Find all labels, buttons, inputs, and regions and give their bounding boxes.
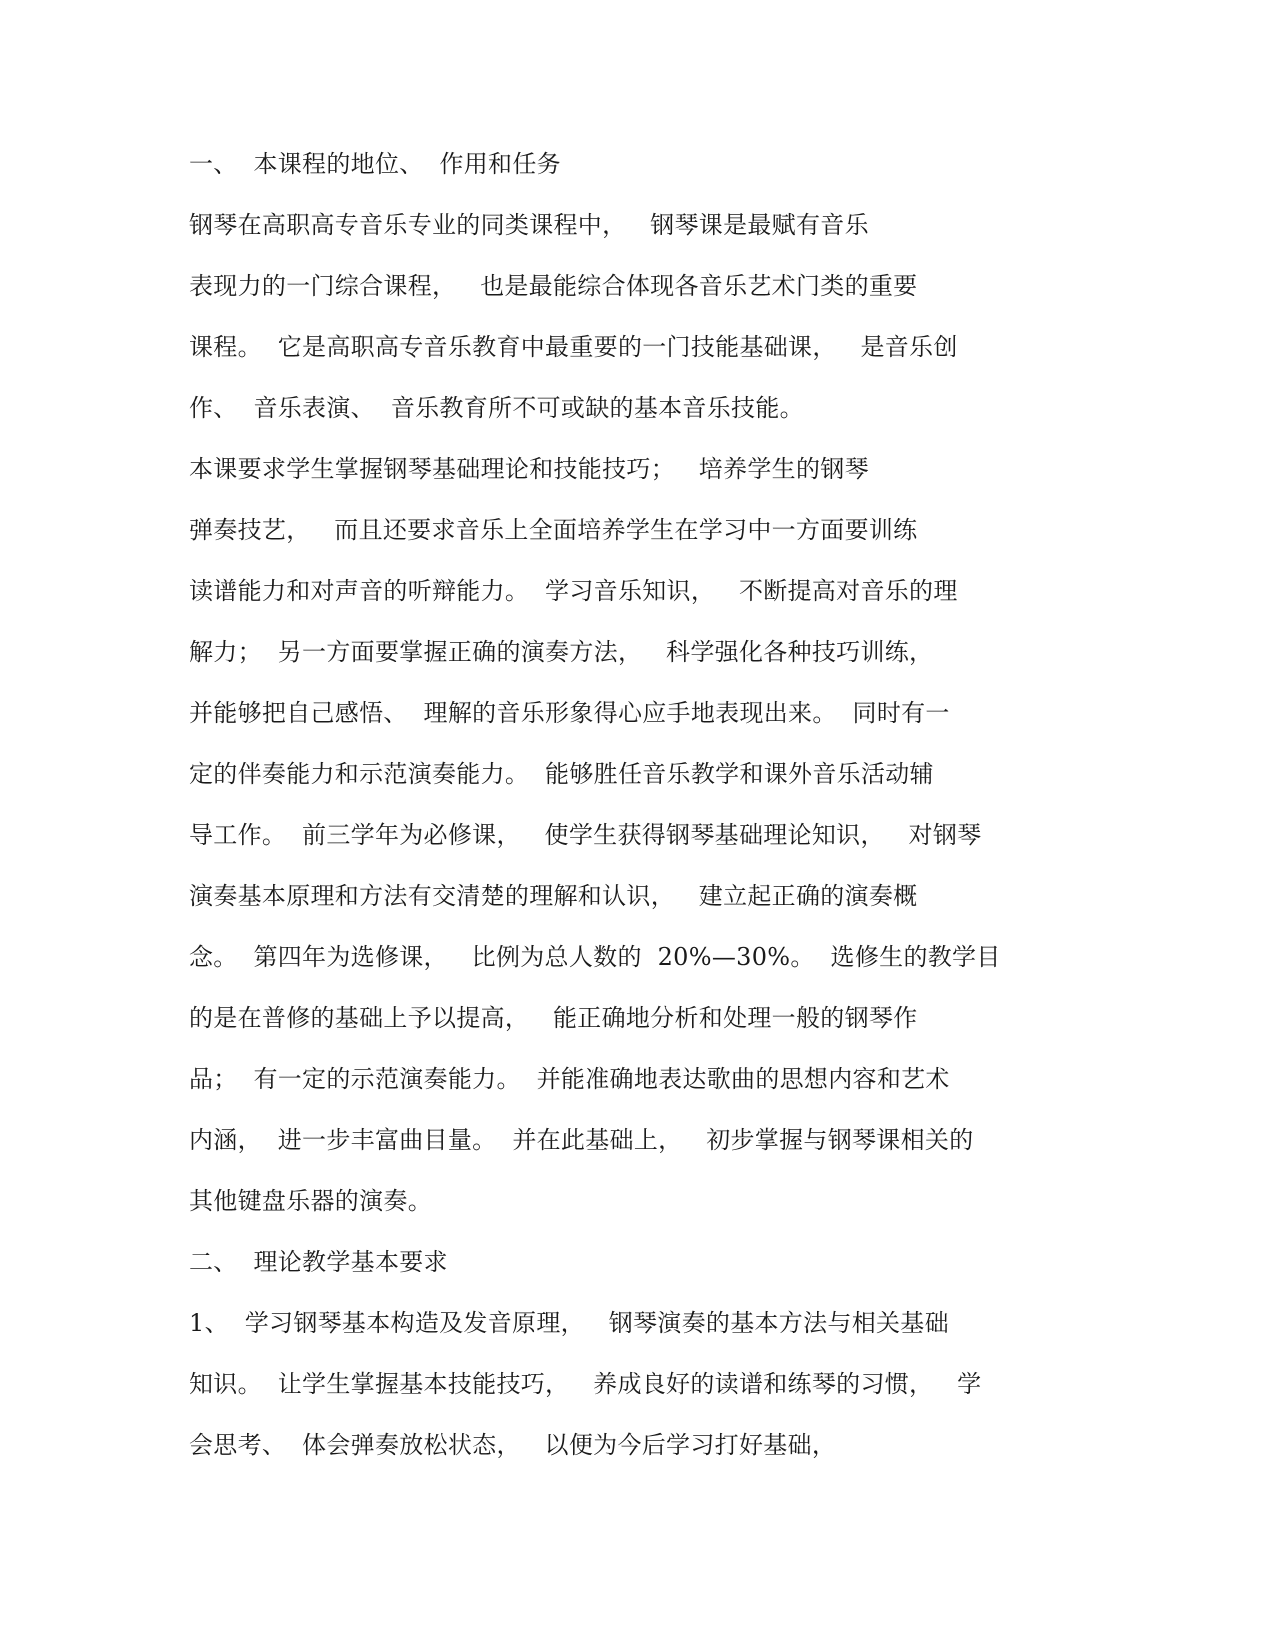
paragraph-line: 表现力的一门综合课程， 也是最能综合体现各音乐艺术门类的重要 [189, 272, 918, 300]
section-heading-1: 一、 本课程的地位、 作用和任务 [189, 150, 561, 178]
paragraph-line: 作、 音乐表演、 音乐教育所不可或缺的基本音乐技能。 [189, 394, 804, 422]
paragraph-line: 钢琴在高职高专音乐专业的同类课程中， 钢琴课是最赋有音乐 [189, 211, 869, 239]
paragraph-line: 课程。 它是高职高专音乐教育中最重要的一门技能基础课， 是音乐创 [189, 333, 958, 361]
paragraph-line: 品； 有一定的示范演奏能力。 并能准确地表达歌曲的思想内容和艺术 [189, 1065, 950, 1093]
paragraph-line: 解力； 另一方面要掌握正确的演奏方法， 科学强化各种技巧训练， [189, 638, 934, 666]
paragraph-line: 其他键盘乐器的演奏。 [189, 1187, 432, 1215]
section-heading-2: 二、 理论教学基本要求 [189, 1248, 448, 1276]
paragraph-line: 的是在普修的基础上予以提高， 能正确地分析和处理一般的钢琴作 [189, 1004, 918, 1032]
paragraph-line: 并能够把自己感悟、 理解的音乐形象得心应手地表现出来。 同时有一 [189, 699, 950, 727]
paragraph-line: 内涵， 进一步丰富曲目量。 并在此基础上， 初步掌握与钢琴课相关的 [189, 1126, 974, 1154]
paragraph-line: 念。 第四年为选修课， 比例为总人数的 20%—30%。 选修生的教学目 [189, 943, 1001, 971]
paragraph-line: 本课要求学生掌握钢琴基础理论和技能技巧； 培养学生的钢琴 [189, 455, 869, 483]
document-body [189, 146, 1049, 1488]
paragraph-line: 弹奏技艺， 而且还要求音乐上全面培养学生在学习中一方面要训练 [189, 516, 918, 544]
paragraph-line: 会思考、 体会弹奏放松状态， 以便为今后学习打好基础， [189, 1431, 837, 1459]
paragraph-line: 演奏基本原理和方法有交清楚的理解和认识， 建立起正确的演奏概 [189, 882, 918, 910]
paragraph-line: 定的伴奏能力和示范演奏能力。 能够胜任音乐教学和课外音乐活动辅 [189, 760, 934, 788]
paragraph-line: 导工作。 前三学年为必修课， 使学生获得钢琴基础理论知识， 对钢琴 [189, 821, 982, 849]
paragraph-line: 1、 学习钢琴基本构造及发音原理， 钢琴演奏的基本方法与相关基础 [189, 1309, 949, 1337]
paragraph-line: 读谱能力和对声音的听辩能力。 学习音乐知识， 不断提高对音乐的理 [189, 577, 958, 605]
paragraph-line: 知识。 让学生掌握基本技能技巧， 养成良好的读谱和练琴的习惯， 学 [189, 1370, 982, 1398]
